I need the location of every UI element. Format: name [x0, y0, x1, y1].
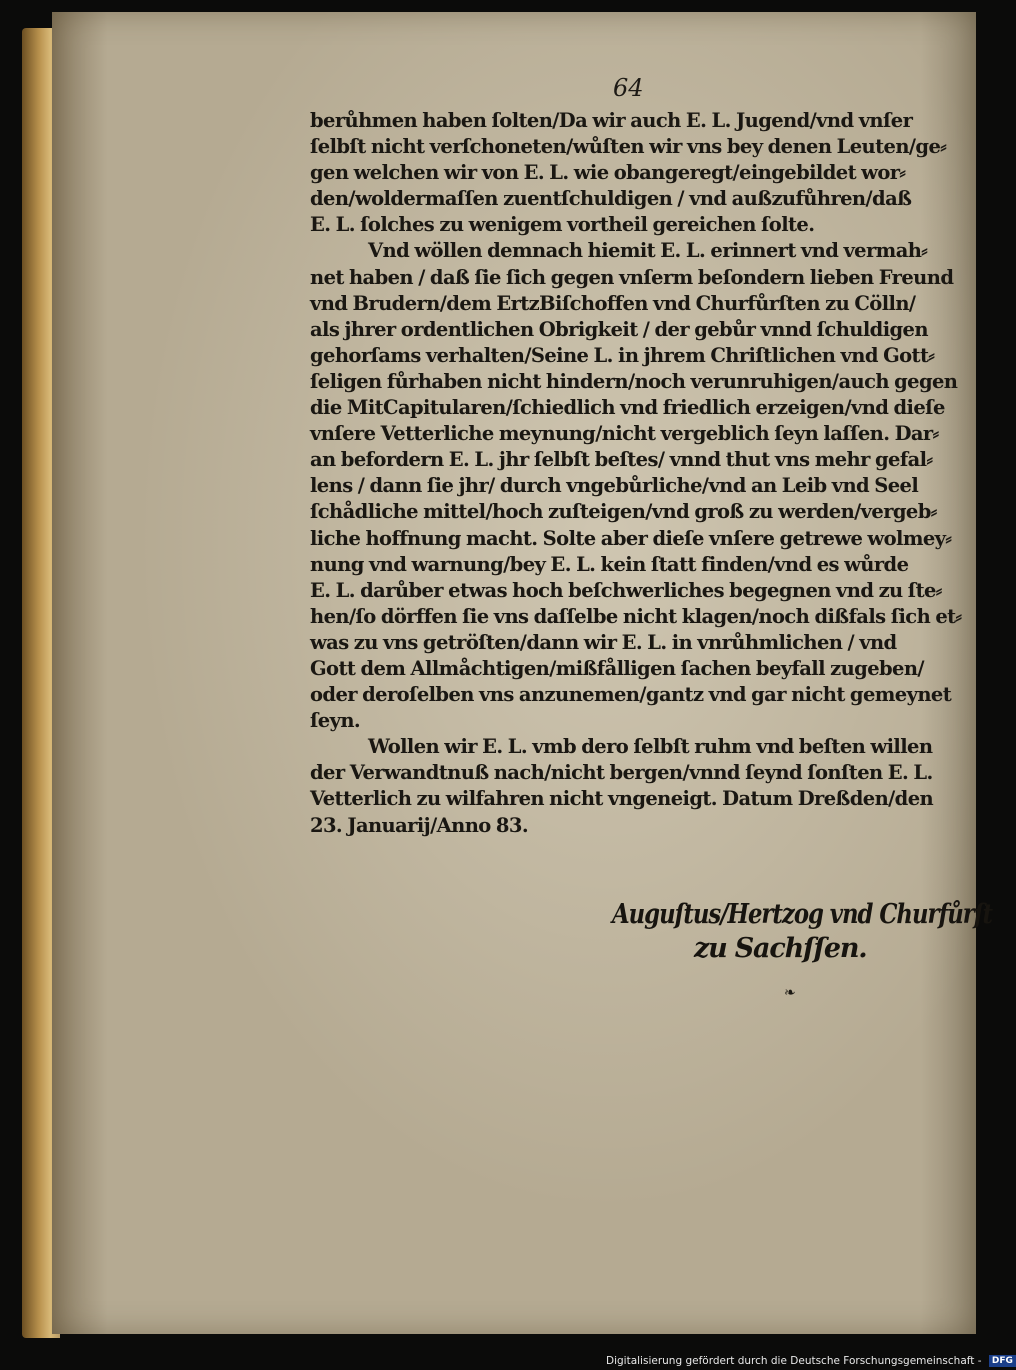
text-line: der Verwandtnuß nach/nicht bergen/vnnd ſeynd ſonſten E. L. [310, 761, 933, 785]
dfg-logo: DFG [989, 1355, 1016, 1367]
ornament: ❧ [784, 985, 796, 1001]
signature-title: zu Sachſſen. [694, 933, 867, 964]
text-line: Gott dem Allmåchtigen/mißfålligen ſachen beyfall zugeben/ [310, 656, 924, 680]
text-line: an befordern E. L. jhr ſelbſt beſtes/ vnnd thut vns mehr gefal⸗ [310, 448, 933, 472]
text-line: den/woldermaſſen zuentſchuldigen / vnd außzufůhren/daß [310, 187, 912, 211]
text-line: E. L. ſolches zu wenigem vortheil gereichen ſolte. [310, 213, 815, 237]
text-line: als jhrer ordentlichen Obrigkeit / der gebůr vnnd ſchuldigen [310, 317, 928, 341]
text-line: oder deroſelben vns anzunemen/gantz vnd gar nicht gemeynet [310, 683, 952, 707]
text-line: ſchådliche mittel/hoch zuſteigen/vnd groß zu werden/vergeb⸗ [310, 500, 937, 524]
text-line: ſeyn. [310, 709, 361, 733]
text-line: berůhmen haben ſolten/Da wir auch E. L. Jugend/vnd vnſer [310, 109, 913, 132]
digitization-footer [606, 1355, 1016, 1367]
text-line: die MitCapitularen/ſchiedlich vnd friedlich erzeigen/vnd dieſe [310, 396, 945, 420]
text-line: E. L. darůber etwas hoch beſchwerliches begegnen vnd zu ſte⸗ [310, 578, 942, 602]
text-line: vnd Brudern/dem ErtzBiſchoffen vnd Churfůrſten zu Cölln/ [310, 291, 916, 315]
text-line: nung vnd warnung/bey E. L. kein ſtatt finden/vnd es wůrde [310, 552, 909, 576]
text-line: was zu vns getröſten/dann wir E. L. in vnrůhmlichen / vnd [310, 630, 897, 654]
signature-block [612, 898, 992, 966]
body-text [310, 108, 980, 839]
text-line: ſelbſt nicht verſchoneten/wůſten wir vns bey denen Leuten/ge⸗ [310, 135, 947, 159]
text-line: hen/ſo dörffen ſie vns daſſelbe nicht klagen/noch dißfals ſich et⸗ [310, 604, 962, 628]
text-line: liche hoffnung macht. Solte aber dieſe vnſere getrewe wolmey⸗ [310, 526, 952, 550]
text-line: Vnd wöllen demnach hiemit E. L. erinnert vnd vermah⸗ [368, 239, 928, 263]
text-line: ſeligen fůrhaben nicht hindern/noch verunruhigen/auch gegen [310, 369, 958, 393]
footer-text: Digitalisierung gefördert durch die Deutsche Forschungsgemeinschaft - [606, 1355, 982, 1367]
text-line: vnſere Vetterliche meynung/nicht vergeblich ſeyn laſſen. Dar⸗ [310, 422, 939, 446]
text-line: gen welchen wir von E. L. wie obangeregt/eingebildet wor⸗ [310, 161, 906, 185]
signature-name: Auguſtus/Hertzog vnd Churfůrſt [612, 899, 993, 930]
text-line: Wollen wir E. L. vmb dero ſelbſt ruhm vnd beſten willen [368, 735, 933, 759]
page-number: 64 [613, 74, 644, 102]
text-line: Vetterlich zu wilfahren nicht vngeneigt. Datum Dreßden/den [310, 787, 934, 811]
text-line: 23. Januarij/Anno 83. [310, 813, 529, 837]
text-line: lens / dann ſie jhr/ durch vngebůrliche/vnd an Leib vnd Seel [310, 474, 919, 498]
text-line: gehorſams verhalten/Seine L. in jhrem Chriſtlichen vnd Gott⸗ [310, 343, 935, 367]
text-line: net haben / daß ſie ſich gegen vnſerm beſondern lieben Freund [310, 265, 954, 289]
